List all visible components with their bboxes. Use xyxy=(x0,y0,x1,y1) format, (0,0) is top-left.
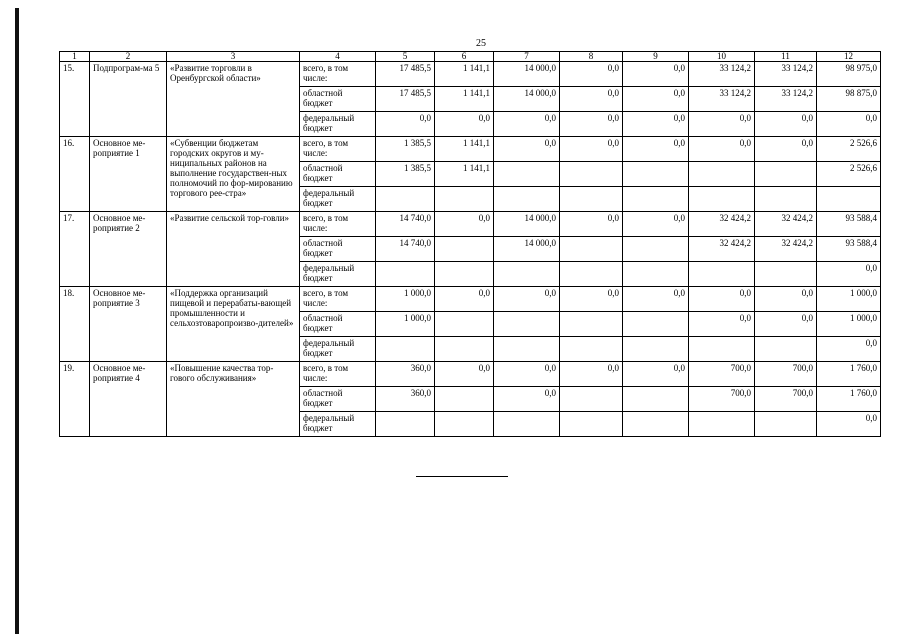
value-cell: 1 000,0 xyxy=(376,312,435,337)
activity-type: Основное ме-роприятие 2 xyxy=(90,212,167,287)
activity-type: Основное ме-роприятие 4 xyxy=(90,362,167,437)
value-cell: 700,0 xyxy=(755,362,817,387)
column-number: 4 xyxy=(300,52,376,62)
funding-source-label: всего, в том числе: xyxy=(300,62,376,87)
value-cell xyxy=(435,237,494,262)
value-cell: 14 000,0 xyxy=(494,62,560,87)
value-cell: 0,0 xyxy=(623,112,689,137)
activity-type: Основное ме-роприятие 1 xyxy=(90,137,167,212)
value-cell xyxy=(435,412,494,437)
activity-type: Подпрограм-ма 5 xyxy=(90,62,167,137)
funding-source-label: федеральный бюджет xyxy=(300,412,376,437)
value-cell: 0,0 xyxy=(689,112,755,137)
value-cell xyxy=(560,412,623,437)
value-cell: 0,0 xyxy=(560,212,623,237)
value-cell: 0,0 xyxy=(435,287,494,312)
value-cell: 1 760,0 xyxy=(817,387,881,412)
value-cell xyxy=(623,312,689,337)
activity-name: «Поддержка организаций пищевой и перерабаты-вающей промышленности и сельхозтоваропроизво-дителей» xyxy=(167,287,300,362)
value-cell: 0,0 xyxy=(623,287,689,312)
value-cell xyxy=(560,312,623,337)
funding-source-label: федеральный бюджет xyxy=(300,112,376,137)
value-cell xyxy=(623,337,689,362)
value-cell xyxy=(435,187,494,212)
column-number: 9 xyxy=(623,52,689,62)
value-cell: 32 424,2 xyxy=(689,212,755,237)
value-cell xyxy=(376,187,435,212)
value-cell: 32 424,2 xyxy=(755,212,817,237)
value-cell: 1 141,1 xyxy=(435,162,494,187)
value-cell: 1 385,5 xyxy=(376,162,435,187)
value-cell: 98 975,0 xyxy=(817,62,881,87)
value-cell xyxy=(623,387,689,412)
funding-source-label: всего, в том числе: xyxy=(300,362,376,387)
value-cell xyxy=(689,162,755,187)
column-number: 8 xyxy=(560,52,623,62)
table-row xyxy=(60,137,881,162)
value-cell: 93 588,4 xyxy=(817,212,881,237)
value-cell xyxy=(376,262,435,287)
funding-source-label: всего, в том числе: xyxy=(300,137,376,162)
value-cell: 0,0 xyxy=(623,62,689,87)
column-number: 3 xyxy=(167,52,300,62)
funding-source-label: всего, в том числе: xyxy=(300,212,376,237)
activity-name: «Развитие сельской тор-говли» xyxy=(167,212,300,287)
value-cell xyxy=(689,337,755,362)
value-cell: 1 000,0 xyxy=(376,287,435,312)
value-cell: 700,0 xyxy=(755,387,817,412)
value-cell xyxy=(755,337,817,362)
value-cell xyxy=(494,162,560,187)
funding-source-label: федеральный бюджет xyxy=(300,262,376,287)
value-cell xyxy=(755,262,817,287)
value-cell: 14 000,0 xyxy=(494,87,560,112)
value-cell: 14 740,0 xyxy=(376,212,435,237)
value-cell: 1 000,0 xyxy=(817,312,881,337)
value-cell: 0,0 xyxy=(817,262,881,287)
value-cell: 360,0 xyxy=(376,387,435,412)
column-number: 6 xyxy=(435,52,494,62)
value-cell xyxy=(435,387,494,412)
value-cell: 0,0 xyxy=(689,287,755,312)
activity-name: «Развитие торговли в Оренбургской области» xyxy=(167,62,300,137)
funding-source-label: федеральный бюджет xyxy=(300,337,376,362)
value-cell: 17 485,5 xyxy=(376,62,435,87)
value-cell: 0,0 xyxy=(817,337,881,362)
value-cell xyxy=(755,162,817,187)
value-cell: 32 424,2 xyxy=(755,237,817,262)
value-cell: 1 760,0 xyxy=(817,362,881,387)
value-cell: 0,0 xyxy=(560,62,623,87)
row-number: 17. xyxy=(60,212,90,287)
value-cell: 98 875,0 xyxy=(817,87,881,112)
value-cell: 0,0 xyxy=(560,362,623,387)
column-number: 2 xyxy=(90,52,167,62)
value-cell xyxy=(623,262,689,287)
funding-source-label: областной бюджет xyxy=(300,237,376,262)
value-cell xyxy=(435,262,494,287)
table-row xyxy=(60,287,881,312)
value-cell xyxy=(494,187,560,212)
funding-source-label: областной бюджет xyxy=(300,162,376,187)
page-number: 25 xyxy=(476,38,486,49)
value-cell: 0,0 xyxy=(755,287,817,312)
value-cell xyxy=(560,262,623,287)
value-cell: 0,0 xyxy=(817,112,881,137)
value-cell xyxy=(376,337,435,362)
value-cell: 0,0 xyxy=(494,137,560,162)
table-row xyxy=(60,212,881,237)
value-cell xyxy=(494,262,560,287)
value-cell xyxy=(560,237,623,262)
value-cell: 14 000,0 xyxy=(494,212,560,237)
value-cell: 0,0 xyxy=(494,287,560,312)
page-edge-bar xyxy=(15,8,19,634)
funding-source-label: федеральный бюджет xyxy=(300,187,376,212)
value-cell: 0,0 xyxy=(376,112,435,137)
value-cell xyxy=(560,162,623,187)
value-cell: 0,0 xyxy=(755,312,817,337)
value-cell xyxy=(435,337,494,362)
value-cell xyxy=(689,412,755,437)
row-number: 16. xyxy=(60,137,90,212)
value-cell: 0,0 xyxy=(435,212,494,237)
value-cell xyxy=(817,187,881,212)
value-cell xyxy=(623,187,689,212)
row-number: 15. xyxy=(60,62,90,137)
value-cell xyxy=(560,337,623,362)
column-number: 5 xyxy=(376,52,435,62)
value-cell: 0,0 xyxy=(560,287,623,312)
column-number: 12 xyxy=(817,52,881,62)
value-cell xyxy=(623,162,689,187)
value-cell: 93 588,4 xyxy=(817,237,881,262)
value-cell: 0,0 xyxy=(623,87,689,112)
value-cell xyxy=(494,412,560,437)
funding-source-label: областной бюджет xyxy=(300,387,376,412)
value-cell xyxy=(755,412,817,437)
value-cell: 1 000,0 xyxy=(817,287,881,312)
column-number: 1 xyxy=(60,52,90,62)
value-cell: 33 124,2 xyxy=(755,62,817,87)
value-cell: 0,0 xyxy=(689,137,755,162)
column-number: 7 xyxy=(494,52,560,62)
activity-name: «Повышение качества тор-гового обслуживания» xyxy=(167,362,300,437)
value-cell: 0,0 xyxy=(435,362,494,387)
column-number: 11 xyxy=(755,52,817,62)
column-number-row xyxy=(60,52,881,62)
value-cell xyxy=(623,412,689,437)
table-row xyxy=(60,362,881,387)
value-cell: 33 124,2 xyxy=(689,62,755,87)
value-cell: 14 000,0 xyxy=(494,237,560,262)
value-cell: 0,0 xyxy=(623,212,689,237)
value-cell: 0,0 xyxy=(435,112,494,137)
value-cell: 0,0 xyxy=(560,112,623,137)
value-cell: 700,0 xyxy=(689,387,755,412)
activity-type: Основное ме-роприятие 3 xyxy=(90,287,167,362)
value-cell: 33 124,2 xyxy=(755,87,817,112)
value-cell: 700,0 xyxy=(689,362,755,387)
value-cell: 360,0 xyxy=(376,362,435,387)
value-cell: 0,0 xyxy=(560,137,623,162)
value-cell: 14 740,0 xyxy=(376,237,435,262)
table-row xyxy=(60,62,881,87)
value-cell xyxy=(689,262,755,287)
column-number: 10 xyxy=(689,52,755,62)
value-cell: 0,0 xyxy=(494,387,560,412)
value-cell: 2 526,6 xyxy=(817,137,881,162)
value-cell: 1 141,1 xyxy=(435,62,494,87)
value-cell: 2 526,6 xyxy=(817,162,881,187)
value-cell xyxy=(623,237,689,262)
value-cell: 0,0 xyxy=(755,137,817,162)
activity-name: «Субвенции бюджетам городских округов и му-ниципальных районов на выполнение государствен-ных полномочий по фор-мированию торгового рее-стра» xyxy=(167,137,300,212)
end-divider-line xyxy=(416,476,508,477)
value-cell: 0,0 xyxy=(494,112,560,137)
funding-source-label: всего, в том числе: xyxy=(300,287,376,312)
value-cell xyxy=(376,412,435,437)
value-cell: 17 485,5 xyxy=(376,87,435,112)
value-cell: 33 124,2 xyxy=(689,87,755,112)
row-number: 18. xyxy=(60,287,90,362)
value-cell xyxy=(560,387,623,412)
value-cell: 0,0 xyxy=(494,362,560,387)
value-cell: 1 385,5 xyxy=(376,137,435,162)
funding-source-label: областной бюджет xyxy=(300,87,376,112)
value-cell: 0,0 xyxy=(560,87,623,112)
value-cell: 0,0 xyxy=(817,412,881,437)
value-cell xyxy=(689,187,755,212)
value-cell: 0,0 xyxy=(689,312,755,337)
value-cell xyxy=(560,187,623,212)
value-cell: 32 424,2 xyxy=(689,237,755,262)
value-cell xyxy=(755,187,817,212)
value-cell: 0,0 xyxy=(623,137,689,162)
program-funding-table xyxy=(59,51,881,437)
row-number: 19. xyxy=(60,362,90,437)
value-cell xyxy=(494,312,560,337)
value-cell xyxy=(435,312,494,337)
value-cell: 1 141,1 xyxy=(435,87,494,112)
value-cell: 0,0 xyxy=(755,112,817,137)
value-cell xyxy=(494,337,560,362)
funding-source-label: областной бюджет xyxy=(300,312,376,337)
value-cell: 1 141,1 xyxy=(435,137,494,162)
value-cell: 0,0 xyxy=(623,362,689,387)
